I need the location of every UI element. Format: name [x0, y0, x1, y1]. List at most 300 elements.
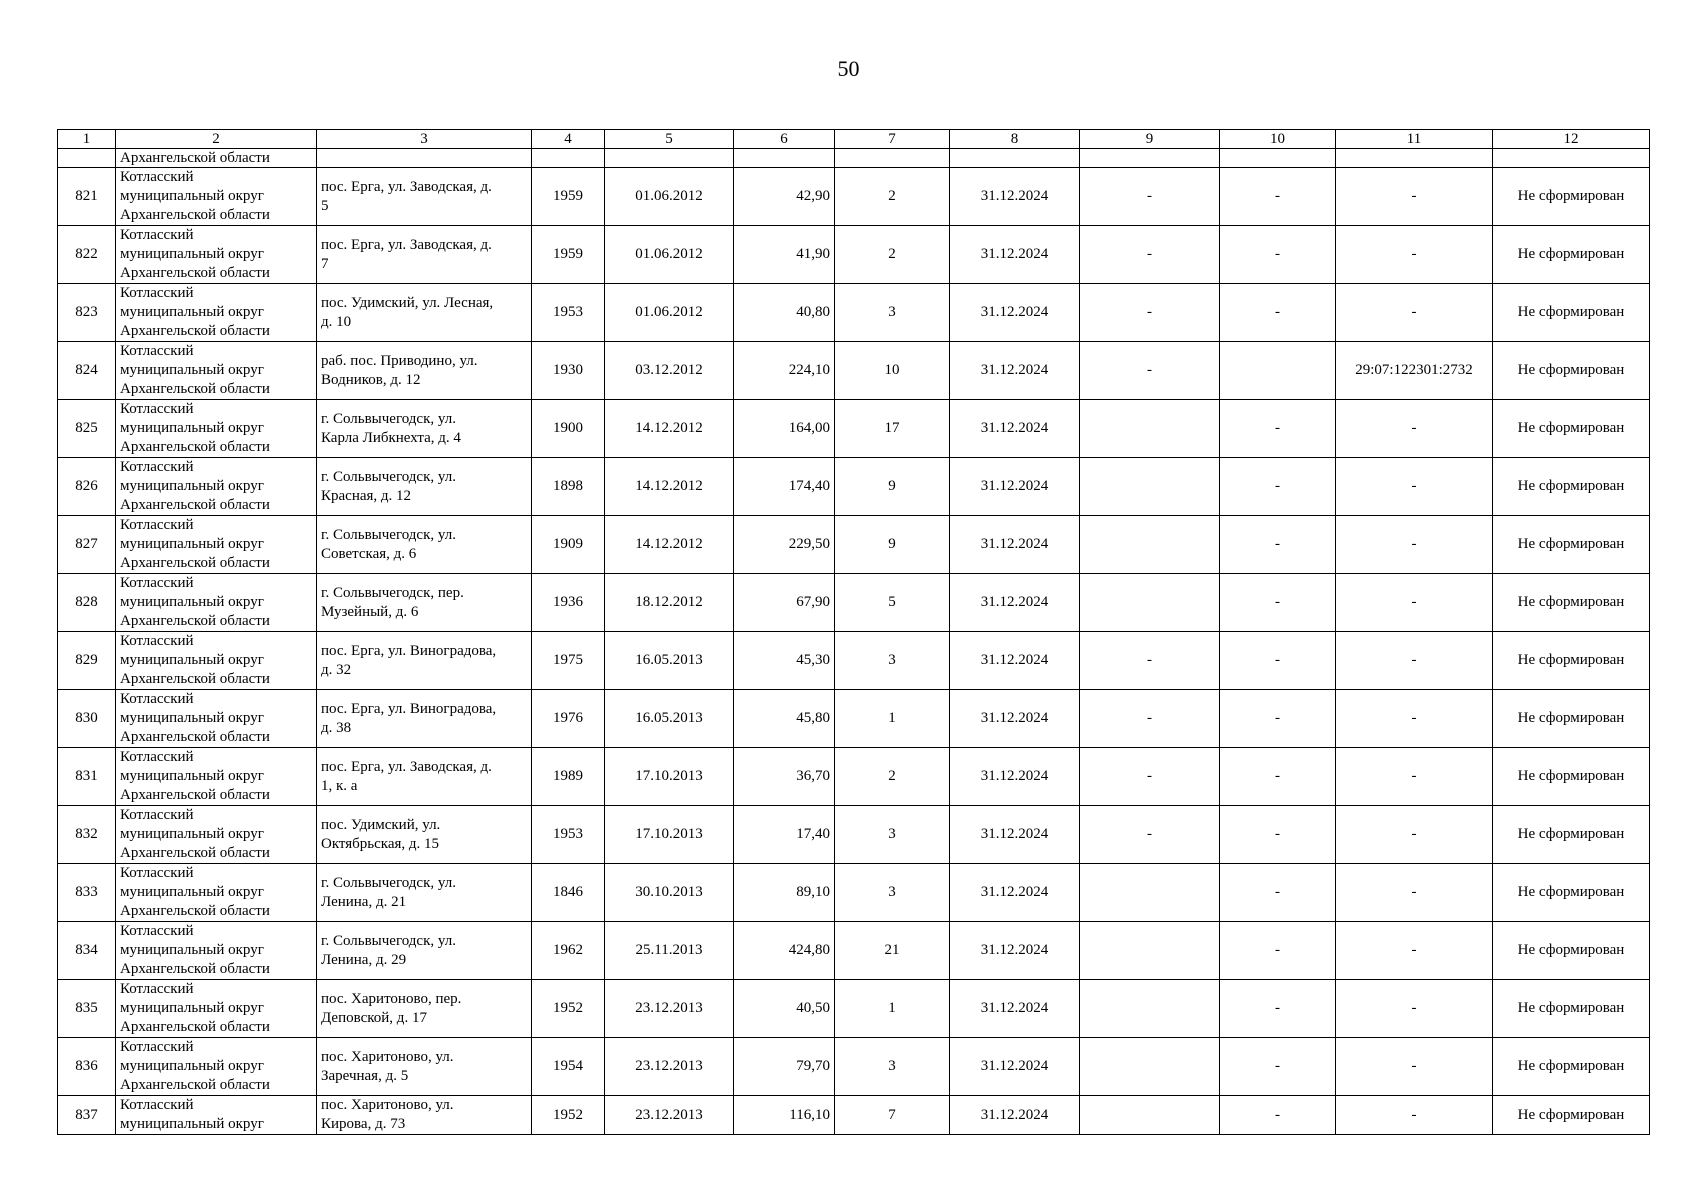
address-line: раб. пос. Приводино, ул. [321, 352, 478, 369]
address-line: Кирова, д. 73 [321, 1116, 406, 1132]
residents-count: 2 [835, 226, 950, 284]
table-row [58, 632, 1650, 690]
cadastral-number: - [1336, 226, 1493, 284]
municipality-tail: Архангельской области [116, 149, 317, 168]
column-9-value: - [1080, 690, 1220, 748]
residents-count: 3 [835, 284, 950, 342]
land-plot-status: Не сформирован [1493, 400, 1650, 458]
municipality-line: Архангельской области [120, 1019, 270, 1035]
build-year: 1962 [532, 922, 605, 980]
build-year: 1952 [532, 1096, 605, 1135]
cadastral-number: 29:07:122301:2732 [1336, 342, 1493, 400]
address-line: г. Сольвычегодск, ул. [321, 410, 456, 427]
cell-empty [950, 149, 1080, 168]
address [317, 574, 532, 632]
municipality-line: Котласский [120, 1097, 194, 1113]
cadastral-number: - [1336, 980, 1493, 1038]
municipality-line: муниципальный округ [120, 710, 264, 726]
resettlement-deadline: 31.12.2024 [950, 574, 1080, 632]
municipality-line: Котласский [120, 749, 194, 765]
address-line: пос. Удимский, ул. Лесная, [321, 294, 494, 311]
address-line: Музейный, д. 6 [321, 603, 419, 620]
address [317, 864, 532, 922]
municipality-line: муниципальный округ [120, 420, 264, 436]
area: 224,10 [734, 342, 835, 400]
build-year: 1953 [532, 806, 605, 864]
resettlement-deadline: 31.12.2024 [950, 168, 1080, 226]
table-row [58, 1038, 1650, 1096]
residents-count: 10 [835, 342, 950, 400]
municipality-line: Архангельской области [120, 671, 270, 687]
address-line: г. Сольвычегодск, пер. [321, 584, 464, 601]
municipality-line: Котласский [120, 401, 194, 417]
municipality [116, 864, 317, 922]
municipality-line: Котласский [120, 575, 194, 591]
column-10-value: - [1220, 632, 1336, 690]
municipality-line: Архангельской области [120, 381, 270, 397]
table-row [58, 806, 1650, 864]
column-10-value: - [1220, 284, 1336, 342]
area: 424,80 [734, 922, 835, 980]
row-number: 827 [58, 516, 116, 574]
area: 36,70 [734, 748, 835, 806]
row-number: 836 [58, 1038, 116, 1096]
municipality-line: Архангельской области [120, 439, 270, 455]
row-number: 833 [58, 864, 116, 922]
municipality [116, 458, 317, 516]
area: 174,40 [734, 458, 835, 516]
address-line: пос. Ерга, ул. Виноградова, [321, 642, 497, 659]
row-number: 826 [58, 458, 116, 516]
address-line: 5 [321, 197, 329, 214]
recognition-date: 23.12.2013 [605, 980, 734, 1038]
municipality-line: Архангельской области [120, 961, 270, 977]
address [317, 458, 532, 516]
column-10-value: - [1220, 922, 1336, 980]
cadastral-number: - [1336, 458, 1493, 516]
municipality-line: муниципальный округ [120, 884, 264, 900]
municipality [116, 922, 317, 980]
column-10-value [1220, 342, 1336, 400]
municipality [116, 748, 317, 806]
address-line: г. Сольвычегодск, ул. [321, 932, 456, 949]
municipality-line: муниципальный округ [120, 942, 264, 958]
address [317, 632, 532, 690]
address [317, 980, 532, 1038]
municipality-line: муниципальный округ [120, 478, 264, 494]
municipality [116, 226, 317, 284]
land-plot-status: Не сформирован [1493, 1038, 1650, 1096]
row-number: 828 [58, 574, 116, 632]
municipality-line: Котласский [120, 807, 194, 823]
column-10-value: - [1220, 864, 1336, 922]
municipality-line: муниципальный округ [120, 1000, 264, 1016]
address [317, 1038, 532, 1096]
area: 45,30 [734, 632, 835, 690]
land-plot-status: Не сформирован [1493, 748, 1650, 806]
column-9-value: - [1080, 168, 1220, 226]
build-year: 1846 [532, 864, 605, 922]
municipality [116, 342, 317, 400]
address-line: Советская, д. 6 [321, 545, 417, 562]
cadastral-number: - [1336, 748, 1493, 806]
page-number: 50 [837, 56, 860, 81]
municipality-line: Архангельской области [120, 323, 270, 339]
recognition-date: 17.10.2013 [605, 806, 734, 864]
build-year: 1953 [532, 284, 605, 342]
recognition-date: 17.10.2013 [605, 748, 734, 806]
column-10-value: - [1220, 516, 1336, 574]
residents-count: 7 [835, 1096, 950, 1135]
row-number: 829 [58, 632, 116, 690]
recognition-date: 14.12.2012 [605, 400, 734, 458]
resettlement-deadline: 31.12.2024 [950, 632, 1080, 690]
municipality-line: муниципальный округ [120, 304, 264, 320]
recognition-date: 01.06.2012 [605, 226, 734, 284]
recognition-date: 23.12.2013 [605, 1038, 734, 1096]
table-row [58, 864, 1650, 922]
column-9-value [1080, 1096, 1220, 1135]
column-9-value: - [1080, 632, 1220, 690]
column-number: 10 [1220, 130, 1336, 149]
address [317, 1096, 532, 1135]
row-number: 832 [58, 806, 116, 864]
land-plot-status: Не сформирован [1493, 690, 1650, 748]
column-9-value [1080, 458, 1220, 516]
column-9-value [1080, 400, 1220, 458]
table-row [58, 516, 1650, 574]
address [317, 342, 532, 400]
residents-count: 5 [835, 574, 950, 632]
resettlement-deadline: 31.12.2024 [950, 400, 1080, 458]
land-plot-status: Не сформирован [1493, 632, 1650, 690]
area: 229,50 [734, 516, 835, 574]
build-year: 1930 [532, 342, 605, 400]
cell-empty [532, 149, 605, 168]
residents-count: 3 [835, 632, 950, 690]
row-number: 835 [58, 980, 116, 1038]
municipality [116, 1096, 317, 1135]
address-line: г. Сольвычегодск, ул. [321, 526, 456, 543]
residents-count: 9 [835, 516, 950, 574]
address [317, 516, 532, 574]
residents-count: 1 [835, 690, 950, 748]
municipality-line: Архангельской области [120, 555, 270, 571]
municipality-line: Архангельской области [120, 845, 270, 861]
build-year: 1936 [532, 574, 605, 632]
land-plot-status: Не сформирован [1493, 168, 1650, 226]
recognition-date: 16.05.2013 [605, 690, 734, 748]
area: 116,10 [734, 1096, 835, 1135]
address-line: Водников, д. 12 [321, 371, 421, 388]
column-9-value: - [1080, 342, 1220, 400]
row-number: 823 [58, 284, 116, 342]
column-9-value: - [1080, 226, 1220, 284]
column-9-value [1080, 980, 1220, 1038]
address-line: пос. Ерга, ул. Заводская, д. [321, 236, 492, 253]
build-year: 1976 [532, 690, 605, 748]
cadastral-number: - [1336, 1096, 1493, 1135]
address-line: пос. Ерга, ул. Заводская, д. [321, 178, 492, 195]
cadastral-number: - [1336, 400, 1493, 458]
cadastral-number: - [1336, 864, 1493, 922]
table-row [58, 168, 1650, 226]
table-row [58, 226, 1650, 284]
residents-count: 1 [835, 980, 950, 1038]
build-year: 1959 [532, 168, 605, 226]
address [317, 284, 532, 342]
municipality-line: муниципальный округ [120, 594, 264, 610]
column-9-value: - [1080, 284, 1220, 342]
build-year: 1959 [532, 226, 605, 284]
resettlement-deadline: 31.12.2024 [950, 226, 1080, 284]
municipality [116, 806, 317, 864]
municipality-line: муниципальный округ [120, 536, 264, 552]
table-row [58, 748, 1650, 806]
recognition-date: 30.10.2013 [605, 864, 734, 922]
build-year: 1954 [532, 1038, 605, 1096]
column-9-value [1080, 516, 1220, 574]
build-year: 1952 [532, 980, 605, 1038]
municipality-line: Котласский [120, 169, 194, 185]
cadastral-number: - [1336, 516, 1493, 574]
municipality-line: Архангельской области [120, 613, 270, 629]
row-number: 825 [58, 400, 116, 458]
column-10-value: - [1220, 1038, 1336, 1096]
land-plot-status: Не сформирован [1493, 284, 1650, 342]
address [317, 168, 532, 226]
address-line: г. Сольвычегодск, ул. [321, 468, 456, 485]
cadastral-number: - [1336, 806, 1493, 864]
recognition-date: 03.12.2012 [605, 342, 734, 400]
build-year: 1989 [532, 748, 605, 806]
area: 79,70 [734, 1038, 835, 1096]
column-number: 11 [1336, 130, 1493, 149]
area: 40,50 [734, 980, 835, 1038]
municipality-line: Архангельской области [120, 729, 270, 745]
recognition-date: 16.05.2013 [605, 632, 734, 690]
land-plot-status: Не сформирован [1493, 864, 1650, 922]
build-year: 1975 [532, 632, 605, 690]
cell-empty [317, 149, 532, 168]
carry-over-row [58, 149, 1650, 168]
municipality-line: Архангельской области [120, 903, 270, 919]
address [317, 748, 532, 806]
cadastral-number: - [1336, 574, 1493, 632]
table-row [58, 1096, 1650, 1135]
table-row [58, 980, 1650, 1038]
municipality-line: Котласский [120, 981, 194, 997]
resettlement-deadline: 31.12.2024 [950, 806, 1080, 864]
municipality [116, 516, 317, 574]
municipality-line: Котласский [120, 343, 194, 359]
municipality [116, 980, 317, 1038]
column-number: 3 [317, 130, 532, 149]
municipality-line: Архангельской области [120, 497, 270, 513]
column-10-value: - [1220, 690, 1336, 748]
area: 42,90 [734, 168, 835, 226]
municipality-line: Котласский [120, 1039, 194, 1055]
table-row [58, 690, 1650, 748]
municipality-line: Архангельской области [120, 1077, 270, 1093]
recognition-date: 25.11.2013 [605, 922, 734, 980]
cell-empty [1493, 149, 1650, 168]
column-number: 6 [734, 130, 835, 149]
cadastral-number: - [1336, 168, 1493, 226]
address [317, 806, 532, 864]
column-number: 9 [1080, 130, 1220, 149]
table-row [58, 342, 1650, 400]
municipality [116, 632, 317, 690]
column-9-value [1080, 922, 1220, 980]
municipality-line: муниципальный округ [120, 246, 264, 262]
land-plot-status: Не сформирован [1493, 458, 1650, 516]
resettlement-deadline: 31.12.2024 [950, 342, 1080, 400]
recognition-date: 14.12.2012 [605, 458, 734, 516]
recognition-date: 01.06.2012 [605, 284, 734, 342]
municipality [116, 284, 317, 342]
address [317, 226, 532, 284]
land-plot-status: Не сформирован [1493, 806, 1650, 864]
municipality-line: Котласский [120, 285, 194, 301]
address [317, 922, 532, 980]
municipality-line: Архангельской области [120, 207, 270, 223]
column-number: 5 [605, 130, 734, 149]
municipality-line: Котласский [120, 865, 194, 881]
row-number: 831 [58, 748, 116, 806]
cadastral-number: - [1336, 284, 1493, 342]
address [317, 690, 532, 748]
column-10-value: - [1220, 748, 1336, 806]
municipality-line: Архангельской области [120, 265, 270, 281]
resettlement-deadline: 31.12.2024 [950, 458, 1080, 516]
column-10-value: - [1220, 458, 1336, 516]
resettlement-deadline: 31.12.2024 [950, 864, 1080, 922]
residents-count: 3 [835, 1038, 950, 1096]
resettlement-deadline: 31.12.2024 [950, 922, 1080, 980]
row-number: 822 [58, 226, 116, 284]
residents-count: 2 [835, 748, 950, 806]
build-year: 1900 [532, 400, 605, 458]
row-number: 824 [58, 342, 116, 400]
row-number: 837 [58, 1096, 116, 1135]
table-row [58, 458, 1650, 516]
municipality-line: муниципальный округ [120, 652, 264, 668]
resettlement-deadline: 31.12.2024 [950, 1038, 1080, 1096]
municipality-line: муниципальный округ [120, 362, 264, 378]
area: 41,90 [734, 226, 835, 284]
land-plot-status: Не сформирован [1493, 1096, 1650, 1135]
table-row [58, 400, 1650, 458]
column-9-value: - [1080, 748, 1220, 806]
area: 89,10 [734, 864, 835, 922]
column-9-value: - [1080, 806, 1220, 864]
address-line: Карла Либкнехта, д. 4 [321, 429, 461, 446]
row-number: 821 [58, 168, 116, 226]
address [317, 400, 532, 458]
address-line: пос. Ерга, ул. Заводская, д. [321, 758, 492, 775]
build-year: 1898 [532, 458, 605, 516]
column-10-value: - [1220, 226, 1336, 284]
table-row [58, 284, 1650, 342]
column-number: 4 [532, 130, 605, 149]
area: 17,40 [734, 806, 835, 864]
land-plot-status: Не сформирован [1493, 922, 1650, 980]
row-number: 830 [58, 690, 116, 748]
address-line: Заречная, д. 5 [321, 1067, 409, 1084]
residents-count: 3 [835, 864, 950, 922]
area: 40,80 [734, 284, 835, 342]
resettlement-deadline: 31.12.2024 [950, 748, 1080, 806]
municipality-line: муниципальный округ [120, 768, 264, 784]
municipality-line: муниципальный округ [120, 1058, 264, 1074]
column-10-value: - [1220, 980, 1336, 1038]
cadastral-number: - [1336, 922, 1493, 980]
resettlement-deadline: 31.12.2024 [950, 284, 1080, 342]
address-line: г. Сольвычегодск, ул. [321, 874, 456, 891]
address-line: Ленина, д. 29 [321, 951, 407, 968]
municipality-line: Котласский [120, 227, 194, 243]
resettlement-deadline: 31.12.2024 [950, 516, 1080, 574]
column-10-value: - [1220, 1096, 1336, 1135]
cell-empty [1080, 149, 1220, 168]
column-9-value [1080, 864, 1220, 922]
resettlement-deadline: 31.12.2024 [950, 1096, 1080, 1135]
municipality-line: Котласский [120, 459, 194, 475]
land-plot-status: Не сформирован [1493, 342, 1650, 400]
column-9-value [1080, 574, 1220, 632]
address-line: Красная, д. 12 [321, 487, 412, 504]
residents-count: 21 [835, 922, 950, 980]
land-plot-status: Не сформирован [1493, 516, 1650, 574]
cadastral-number: - [1336, 632, 1493, 690]
column-10-value: - [1220, 400, 1336, 458]
table-row [58, 574, 1650, 632]
land-plot-status: Не сформирован [1493, 980, 1650, 1038]
residents-count: 3 [835, 806, 950, 864]
municipality-line: Котласский [120, 923, 194, 939]
land-plot-status: Не сформирован [1493, 226, 1650, 284]
municipality-line: Архангельской области [120, 787, 270, 803]
address-line: 1, к. а [321, 777, 358, 794]
land-plot-status: Не сформирован [1493, 574, 1650, 632]
column-number: 8 [950, 130, 1080, 149]
cell-empty [835, 149, 950, 168]
column-number: 1 [58, 130, 116, 149]
municipality-line: Котласский [120, 691, 194, 707]
address-line: пос. Харитоново, ул. [321, 1048, 454, 1065]
municipality-line: муниципальный округ [120, 826, 264, 842]
municipality-line: Котласский [120, 633, 194, 649]
municipality-line: муниципальный округ [120, 188, 264, 204]
recognition-date: 01.06.2012 [605, 168, 734, 226]
housing-registry-table [57, 129, 1650, 1135]
residents-count: 2 [835, 168, 950, 226]
municipality [116, 1038, 317, 1096]
area: 164,00 [734, 400, 835, 458]
address-line: Ленина, д. 21 [321, 893, 407, 910]
column-10-value: - [1220, 168, 1336, 226]
address-line: 7 [321, 255, 329, 272]
municipality [116, 168, 317, 226]
row-number: 834 [58, 922, 116, 980]
column-10-value: - [1220, 806, 1336, 864]
column-number-row [58, 130, 1650, 149]
municipality-line: муниципальный округ [120, 1116, 264, 1132]
column-9-value [1080, 1038, 1220, 1096]
resettlement-deadline: 31.12.2024 [950, 690, 1080, 748]
address-line: Деповской, д. 17 [321, 1009, 427, 1026]
